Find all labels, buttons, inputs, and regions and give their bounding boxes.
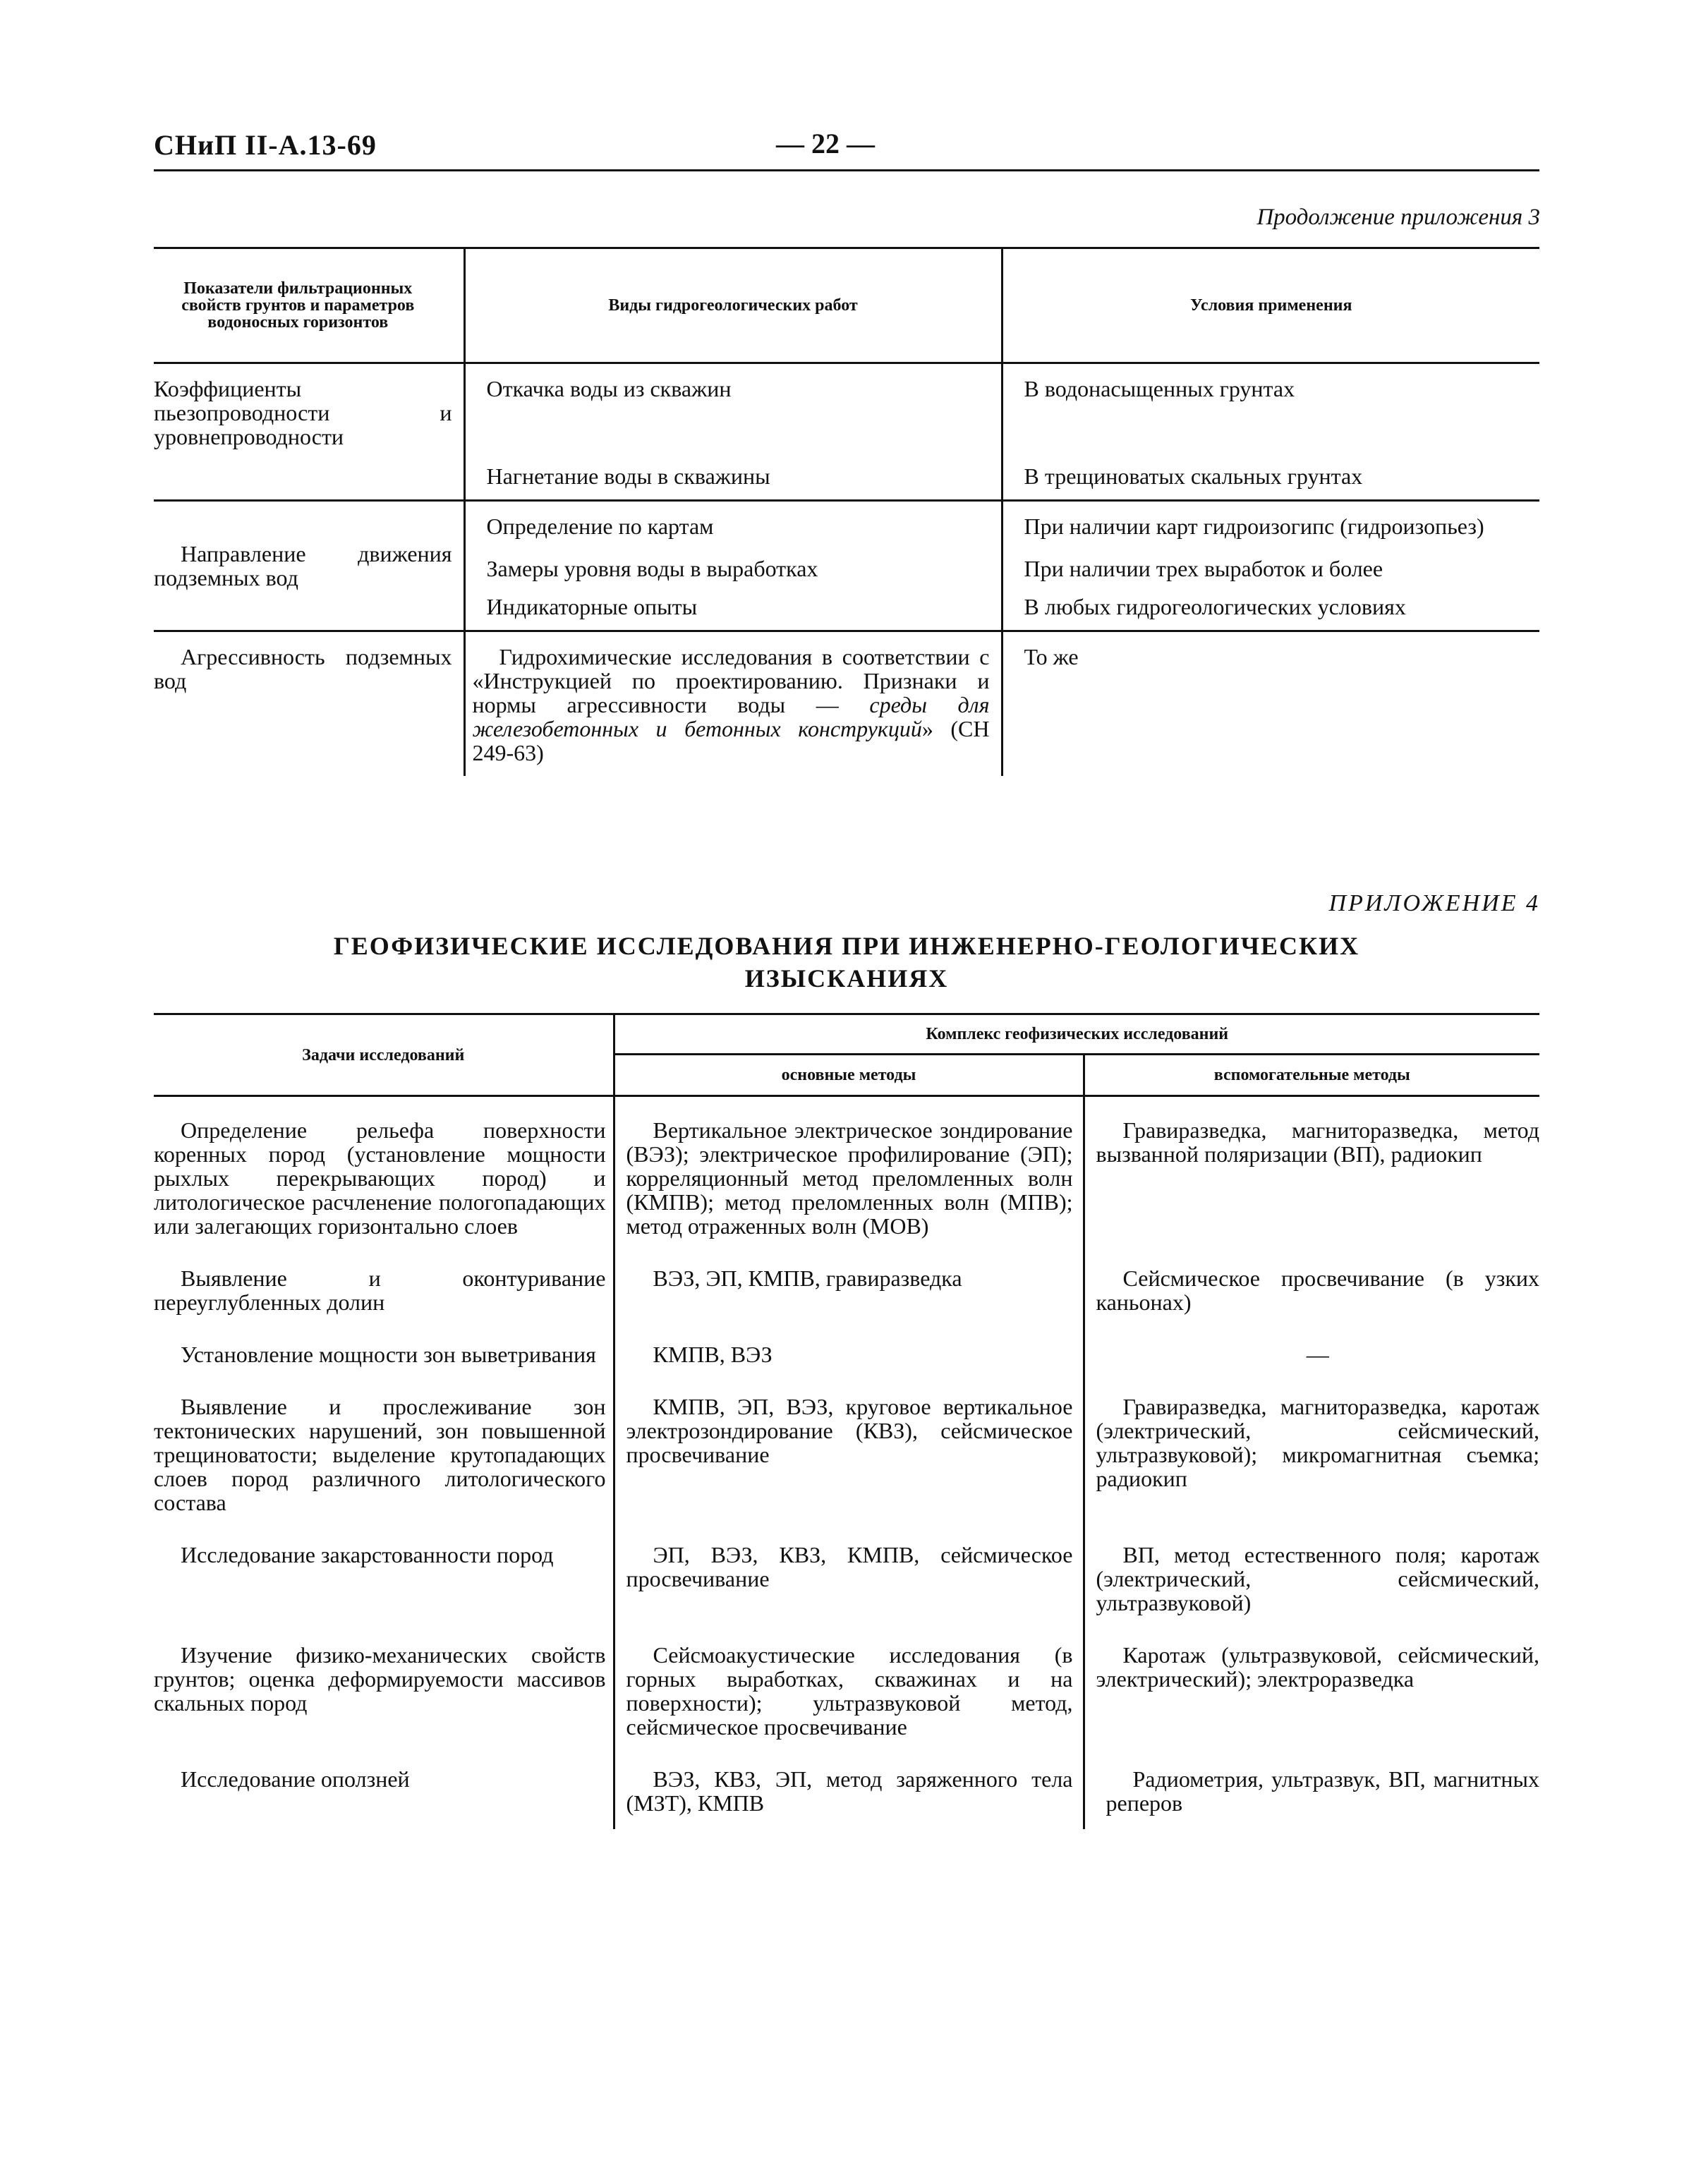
main-methods-cell: ЭП, ВЭЗ, КВЗ, КМПВ, сейсмическое просвечивание xyxy=(614,1538,1084,1639)
hydrogeology-table xyxy=(154,247,1539,776)
table-row xyxy=(154,631,1539,777)
task-cell: Исследование закарстованности пород xyxy=(181,1542,554,1567)
condition-cell: При наличии трех выработок и более xyxy=(1002,550,1539,588)
table-row xyxy=(154,1262,1539,1338)
continuation-label: Продолжение приложения 3 xyxy=(1256,205,1540,230)
header-complex: Комплекс геофизических исследований xyxy=(614,1014,1539,1055)
aux-methods-cell: — xyxy=(1084,1338,1539,1390)
table-header-row xyxy=(154,248,1539,363)
main-methods-cell: КМПВ, ЭП, ВЭЗ, круговое вертикальное электрозондирование (КВЗ), сейсмическое просвечивание xyxy=(614,1390,1084,1538)
appendix-title: ГЕОФИЗИЧЕСКИЕ ИССЛЕДОВАНИЯ ПРИ ИНЖЕНЕРНО-ГЕОЛОГИЧЕСКИХ ИЗЫСКАНИЯХ xyxy=(333,932,1360,993)
header-work-types: Виды гидрогеологических работ xyxy=(464,248,1002,363)
aux-methods-cell: Каротаж (ультразвуковой, сейсмический, электрический); электроразведка xyxy=(1084,1639,1539,1763)
work-cell: Гидрохимические исследования в соответствии с «Инструкцией по проектированию. Признаки и нормы агрессивности воды — среды для железобетонных и бетонных конструкций» (СН 249-63) xyxy=(464,631,1002,777)
header-main-methods: основные методы xyxy=(614,1055,1084,1096)
aux-methods-cell: Радиометрия, ультразвук, ВП, магнитных реперов xyxy=(1084,1763,1539,1829)
aux-methods-cell: Гравиразведка, магниторазведка, метод вызванной поляризации (ВП), радиокип xyxy=(1084,1096,1539,1263)
main-methods-cell: ВЭЗ, ЭП, КМПВ, гравиразведка xyxy=(614,1262,1084,1338)
work-cell: Индикаторные опыты xyxy=(464,588,1002,631)
table-row xyxy=(154,1338,1539,1390)
condition-cell: При наличии карт гидроизогипс (гидроизопьез) xyxy=(1002,501,1539,550)
condition-cell: В трещиноватых скальных грунтах xyxy=(1002,451,1539,501)
table-row xyxy=(154,1390,1539,1538)
work-cell: Откачка воды из скважин xyxy=(464,363,1002,452)
task-cell: Выявление и прослеживание зон тектонических нарушений, зон повышенной трещиноватости; выделение крутопадающих слоев пород различного литологического состава xyxy=(154,1394,606,1515)
header-conditions: Условия применения xyxy=(1002,248,1539,363)
table-row xyxy=(154,501,1539,550)
task-cell: Выявление и оконтуривание переуглубленных долин xyxy=(154,1265,606,1315)
work-cell: Определение по картам xyxy=(464,501,1002,550)
work-cell: Замеры уровня воды в выработках xyxy=(464,550,1002,588)
task-cell: Установление мощности зон выветривания xyxy=(181,1342,596,1367)
table-row xyxy=(154,1096,1539,1263)
appendix-label: ПРИЛОЖЕНИЕ 4 xyxy=(1328,890,1540,916)
task-cell: Изучение физико-механических свойств грунтов; оценка деформируемости массивов скальных пород xyxy=(154,1642,606,1716)
aux-methods-cell: ВП, метод естественного поля; каротаж (электрический, сейсмический, ультразвуковой) xyxy=(1084,1538,1539,1639)
table-row xyxy=(154,363,1539,452)
header-indicators: Показатели фильтрационных свойств грунтов и параметров водоносных горизонтов xyxy=(181,279,415,332)
main-methods-cell: Вертикальное электрическое зондирование (ВЭЗ); электрическое профилирование (ЭП); корреляционный метод преломленных волн (КМПВ); метод преломленных волн (МПВ); метод отраженных волн (МОВ) xyxy=(614,1096,1084,1263)
geophysics-table xyxy=(154,1013,1539,1829)
header-tasks: Задачи исследований xyxy=(154,1014,614,1096)
row-indicator: Агрессивность подземных вод xyxy=(154,644,452,693)
aux-methods-cell: Сейсмическое просвечивание (в узких каньонах) xyxy=(1084,1262,1539,1338)
main-methods-cell: ВЭЗ, КВЗ, ЭП, метод заряженного тела (МЗТ), КМПВ xyxy=(614,1763,1084,1829)
task-cell: Определение рельефа поверхности коренных пород (установление мощности рыхлых перекрывающих пород) и литологическое расчленение пологопадающих или залегающих горизонтально слоев xyxy=(154,1117,606,1239)
table-header-row xyxy=(154,1014,1539,1055)
header-rule xyxy=(154,169,1539,171)
header-aux-methods: вспомогательные методы xyxy=(1084,1055,1539,1096)
page-number: — 22 — xyxy=(776,128,875,159)
main-methods-cell: КМПВ, ВЭЗ xyxy=(614,1338,1084,1390)
condition-cell: В водонасыщенных грунтах xyxy=(1002,363,1539,452)
row-indicator: Направление движения подземных вод xyxy=(154,541,452,590)
task-cell: Исследование оползней xyxy=(181,1766,410,1792)
condition-cell: То же xyxy=(1002,631,1539,777)
aux-methods-cell: Гравиразведка, магниторазведка, каротаж (электрический, сейсмический, ультразвуковой); микромагнитная съемка; радиокип xyxy=(1084,1390,1539,1538)
work-cell: Нагнетание воды в скважины xyxy=(464,451,1002,501)
table-row xyxy=(154,1763,1539,1829)
condition-cell: В любых гидрогеологических условиях xyxy=(1002,588,1539,631)
table-row xyxy=(154,1538,1539,1639)
row-indicator: Коэффициенты пьезопроводности и уровнепроводности xyxy=(154,376,452,449)
main-methods-cell: Сейсмоакустические исследования (в горных выработках, скважинах и на поверхности); ультразвуковой метод, сейсмическое просвечивание xyxy=(614,1639,1084,1763)
table-row xyxy=(154,1639,1539,1763)
document-code: СНиП II-А.13-69 xyxy=(154,129,377,161)
